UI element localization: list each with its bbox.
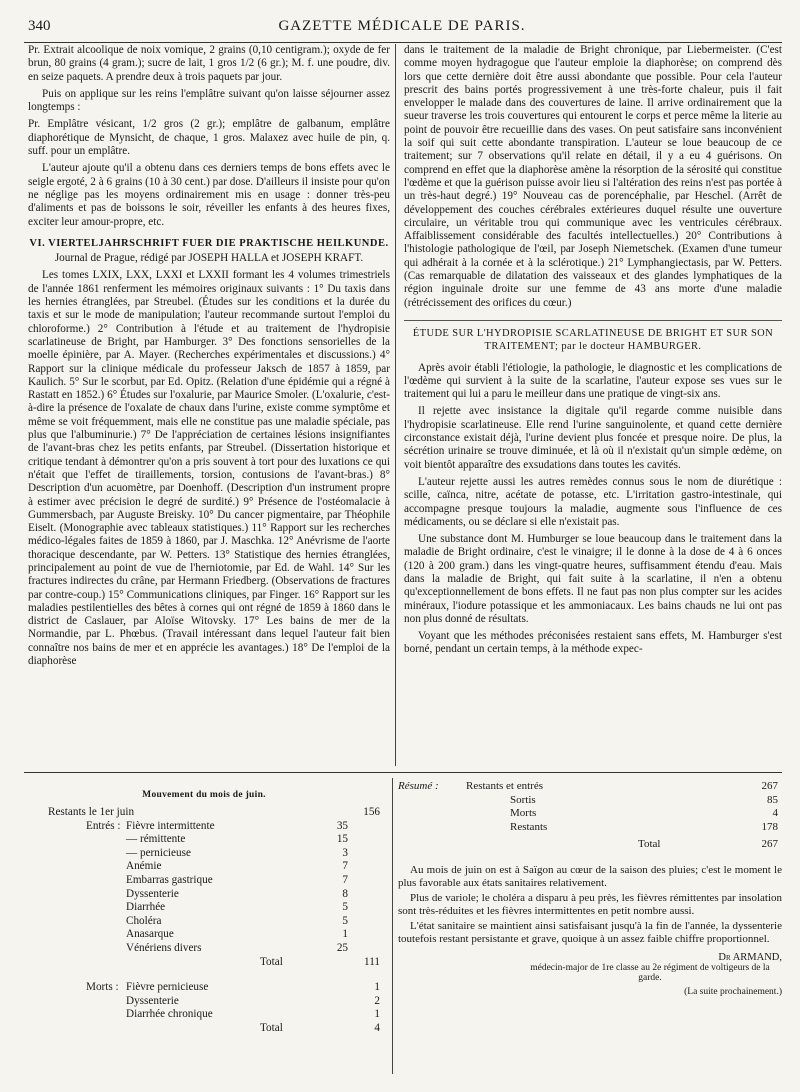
row-value: 25 [336, 941, 348, 954]
entries-list [28, 820, 380, 956]
statistics-section [28, 778, 782, 1078]
row-label: — pernicieuse [126, 846, 191, 859]
row-value: 267 [761, 780, 778, 792]
row-label: Choléra [126, 914, 162, 927]
journal-title: GAZETTE MÉDICALE DE PARIS. [278, 18, 526, 34]
table-row [48, 1008, 380, 1022]
paragraph: Voyant que les méthodes préconisées restaient sans effets, M. Hamburger s'est borné, pendant un certain temps, à la méthode expec- [404, 630, 782, 656]
paragraph: Au mois de juin on est à Saïgon au cœur de la saison des pluies; c'est le moment le plus favorable aux états sanitaires relativement. [398, 863, 782, 889]
row-value: 8 [342, 887, 348, 900]
row-label: Diarrhée chronique [126, 1008, 213, 1021]
column-divider [395, 44, 396, 766]
table-row [48, 874, 380, 888]
table-row [418, 807, 782, 821]
row-label: Restants et entrés [466, 780, 543, 792]
row-value: 7 [342, 860, 348, 873]
row-label: Embarras gastrique [126, 873, 213, 886]
table-row [48, 820, 380, 834]
table-title: Mouvement du mois de juin. [142, 790, 266, 800]
row-label: Restants [510, 820, 548, 833]
page-number: 340 [28, 18, 51, 34]
table-row [48, 860, 380, 874]
paragraph: Les tomes LXIX, LXX, LXXI et LXXII formant les 4 volumes trimestriels de l'année 1861 renferment les mémoires originaux suivants : 1° Du taxis dans les hernies étranglées, par Streubel. (Études sur les conditions et la durée du taxis et sur le mode de manipulation; l'auteur recommande surtout l'emploi du chloroforme.) 2° Contribution à l'étude et au traitement de l'hydropisie scarlatineuse de Bright, par Hamburger. 3° Des fonctions sensorielles de la moelle épinière, par A. Mayer. (Recherches expérimentales et discussions.) 4° Rapport sur la clinique médicale du professeur Jaksch de 1857 à 1859, par Kaulich. 5° Sur le scorbut, par Ed. Opitz. (Relation d'une épidémie qui a régné à Rastatt en 1852.) 6° Études sur l'oxalurie, par Maurice Smoler. (L'oxalurie, c'est-à-dire la présence de l'oxalate de chaux dans l'urine, existe comme symptôme et même se voit fréquemment, mais elle ne constitue pas une maladie spéciale, pas plus que l'albuminurie.) 7° De l'appréciation de certaines lésions insignifiantes de l'avant-bras chez les petits enfants, par Streubel. (Dissertation historique et critique tendant à démontrer qu'on a pris souvent à tort pour des luxations ce qui n'était que l'effet de tiraillements, torsion, contusions de l'avant-bras.) 8° Description d'un acuomètre, par Doenhoff. (Description d'un instrument propre à estimer avec précision le degré de surdité.) 9° Présence de l'ostéomalacie à Gummersbach, par Auguste Breisky. 10° Du cancer pigmentaire, par Théophile Eiselt. (Monographie avec tableaux statistiques.) 11° Rapport sur les recherches médico-légales faites de 1859 à 1860, par J. Maschka. 12° Anévrisme de l'aorte thoracique descendante, par W. Petters. 13° Statistique des hernies étranglées, principalement au point de vue de l'herniotomie, par Ed. de Wahl. 14° Sur les fractures indirectes du crâne, par Hermann Friedberg. (Observations de fractures par contre-coup.) 15° Communications cliniques, par Finger. 16° Rapport sur les maladies pestilentielles des bêtes à cornes qui ont régné de 1859 à 1860 dans le district de Caslauer, par Aloïse Witovsky. 17° Les bains de mer de la Normandie, par L. Phœbus. (Travail intéressant dans lequel l'auteur fait bien connaître nos bains de mer et en apprécie les avantages.) 18° De l'emploi de la diaphorèse [28, 269, 390, 668]
table-row [48, 1022, 380, 1036]
spacer [28, 969, 380, 981]
row-value: 2 [374, 994, 380, 1007]
row-value: 3 [342, 846, 348, 859]
movement-table [28, 778, 380, 1078]
paragraph: dans le traitement de la maladie de Bright chronique, par Liebermeister. (C'est comme moyen hydragogue que l'auteur emploie la diaphorèse; on comprend dès lors que cette dernière doit être aussi abondante que possible. Pour cela l'auteur prescrit des bains portés progressivement à une très-forte chaleur, puis il fait envelopper le malade dans des couvertures de laine. Il arrive ordinairement que la sueur traverse les trois couvertures qui entourent le corps et perce même la literie au point de pouvoir être recueillie dans des vases. On peut satisfaire sans inconvénient la soif qui suit cette abondante transpiration. L'auteur se loue beaucoup de ce traitement; sur 7 observations qu'il relate en détail, il y a eu 4 guérisons. On comprend en effet que la diaphorèse amène la résorption de la sérosité qui constitue l'œdème et que la guérison puisse avoir lieu si l'altération des reins n'est pas portée à un très-haut degré.) 19° Nouveau cas de porencéphalie, par Heschel. (Arrêt de développement des couches cérébrales extérieures duquel résulte une ouverture circulaire, un véritable trou qui communique avec les ventricules cérébraux. Affaiblissement considérable des facultés intellectuelles.) 20° Contributions à l'histologie pathologique de l'œil, par Joseph Niemetschek. (Examen d'une tumeur qui adhérait à la cornée et à la sclérotique.) 21° Lymphangiectasis, par W. Petters. (Cas remarquable de dilatation des vaisseaux et des glandes lymphatiques de la région inguinale droite sur une femme de 43 ans morte d'une maladie (rétrécissement des orifices du cœur.) [404, 44, 782, 309]
signature [398, 952, 782, 997]
resume-head-row [398, 780, 782, 794]
row-value: 15 [336, 833, 348, 846]
signature-title: médecin-major de 1re classe au 2e régiment de voltigeurs de la garde. [530, 962, 770, 983]
resume-total-row [398, 838, 782, 852]
table-row [48, 888, 380, 902]
row-label: Dyssenterie [126, 994, 179, 1007]
main-text-columns [28, 44, 782, 764]
table-row [48, 833, 380, 847]
row-value: 156 [363, 806, 380, 818]
section-title: VI. VIERTELJAHRSCHRIFT FUER DIE PRAKTISCHE HEILKUNDE. [29, 237, 389, 249]
row-label: Total [638, 838, 661, 851]
paragraph: Il rejette avec insistance la digitale qu'il regarde comme nuisible dans l'hydropisie scarlatineuse. Elle rend l'urine sanguinolente, et quand cette dernière circonstance existait déjà, l'urine devient plus foncée et presque noire. De plus, la sécrétion urinaire se trouve diminuée, et là où il n'existait qu'un simple œdème, on voit bientôt apparaître des exsudations dans toutes les cavités. [404, 405, 782, 471]
paragraph: Une substance dont M. Humburger se loue beaucoup dans le traitement dans la maladie de Bright ordinaire, c'est le vinaigre; il le donne à la dose de 4 à 6 onces (120 à 200 gram.) dans les vingt-quatre heures, suffisamment étendu d'eau. Mais dans la maladie de Bright, qui fait suite à la scarlatine, il n'en a obtenu qu'exceptionnellement de bons effets. Il ne faut pas non plus compter sur les acides minéraux, l'iodure potassique et les ammoniacaux. Les bains chauds ne lui ont pas non plus donné de résultats. [404, 533, 782, 625]
deaths-label: Morts : [86, 981, 119, 994]
deaths-list [28, 981, 380, 1022]
table-row [48, 942, 380, 956]
row-label: Dyssenterie [126, 887, 179, 900]
paragraph: Puis on applique sur les reins l'emplâtre suivant qu'on laisse séjourner assez longtemps : [28, 87, 390, 114]
row-value: 35 [336, 819, 348, 832]
resume-panel [398, 778, 782, 1078]
prescription-2: Pr. Emplâtre vésicant, 1/2 gros (2 gr.); emplâtre de galbanum, emplâtre diaphorétique de Mynsicht, de chaque, 1 gros. Malaxez avec huile de pin, q. suff. pour un emplâtre. [28, 118, 390, 158]
row-label: Morts [510, 807, 537, 820]
row-label: Anasarque [126, 928, 174, 941]
prescription-1: Pr. Extrait alcoolique de noix vomique, 2 grains (0,10 centigram.); oxyde de fer brun, 80 grains (4 gram.); sucre de lait, 1 gros 1/2 (6 gr.); M. f. une poudre, div. en seize paquets. A prendre deux à trois paquets par jour. [28, 44, 390, 83]
paragraph: Après avoir établi l'étiologie, la pathologie, le diagnostic et les complications de l'œdème qui survient à la suite de la scarlatine, l'auteur expose ses vues sur le traitement qui lui a paru le meilleur dans une pratique de vingt-six ans. [404, 361, 782, 401]
row-label: Total [260, 955, 283, 968]
row-value: 1 [374, 981, 380, 994]
paragraph: Plus de variole; le choléra a disparu à peu près, les fièvres rémittentes par insolation sont très-réduites et les fièvres intermittentes en petit nombre aussi. [398, 891, 782, 917]
row-label: Vénériens divers [126, 941, 202, 954]
row-value: 5 [342, 914, 348, 927]
row-value: 4 [772, 807, 778, 820]
table-row [48, 956, 380, 970]
table-row [48, 928, 380, 942]
table-row [48, 981, 380, 995]
paragraph: L'auteur rejette aussi les autres remèdes connus sous le nom de diurétique : scille, caïnca, nitre, acétate de potasse, etc. L'irritation gastro-intestinale, qui accompagne presque toujours la maladie, augmente sous l'influence de ces médicaments, ou se déclare si elle n'existait pas. [404, 475, 782, 528]
section-rule [24, 772, 782, 773]
row-value: 267 [761, 838, 778, 851]
row-label: Fièvre pernicieuse [126, 981, 209, 994]
row-value: 4 [374, 1021, 380, 1034]
row-value: 85 [767, 793, 778, 806]
table-row [418, 821, 782, 835]
row-label: Fièvre intermittente [126, 819, 215, 832]
paragraph: L'état sanitaire se maintient ainsi satisfaisant jusqu'à la fin de l'année, la dyssenterie toutefois restant persistante et grave, quoique à un assez faible chiffre proportionnel. [398, 919, 782, 945]
row-value: 111 [364, 955, 380, 968]
row-value: 5 [342, 901, 348, 914]
table-row [418, 794, 782, 808]
row-label: Total [260, 1021, 283, 1034]
row-value: 7 [342, 873, 348, 886]
table-row [48, 915, 380, 929]
row-value: 1 [374, 1008, 380, 1021]
left-column [28, 44, 390, 764]
continued-note: (La suite prochainement.) [684, 986, 782, 997]
row-value: 178 [761, 820, 778, 833]
row-value: 1 [342, 928, 348, 941]
row-label: Anémie [126, 860, 162, 873]
row-label: Restants le 1er juin [48, 806, 135, 818]
paragraph: L'auteur ajoute qu'il a obtenu dans ces derniers temps de bons effets avec le seigle ergoté, 2 à 6 grains (10 à 30 cent.) par dose. D'ailleurs il insiste pour qu'on ne néglige pas les moyens ordinairement mis en usage : donner très-peu d'aliments et pas de boissons le soir, réveiller les enfants à des heures fixes, exciter leur amour-propre, etc. [28, 162, 390, 228]
sanitary-note [398, 864, 782, 946]
right-column [404, 44, 782, 764]
table-row [48, 847, 380, 861]
row-label: Diarrhée [126, 901, 166, 914]
page-header [28, 10, 776, 40]
header-rule [24, 42, 782, 43]
resume-label: Résumé : [398, 780, 439, 792]
row-label: Sortis [510, 793, 536, 806]
entries-label: Entrés : [86, 819, 121, 832]
signature-name: Dr ARMAND, [718, 951, 782, 963]
article-title: ÉTUDE SUR L'HYDROPISIE SCARLATINEUSE DE BRIGHT ET SUR SON TRAITEMENT; par le docteur HAMBURGER. [404, 320, 782, 354]
resume-rows [398, 794, 782, 835]
bottom-column-divider [392, 778, 393, 1074]
row-label: — rémittente [126, 833, 186, 846]
table-row [48, 901, 380, 915]
section-subtitle: Journal de Prague, rédigé par JOSEPH HALLA et JOSEPH KRAFT. [54, 252, 364, 265]
table-row [48, 995, 380, 1009]
table-row [48, 806, 380, 820]
